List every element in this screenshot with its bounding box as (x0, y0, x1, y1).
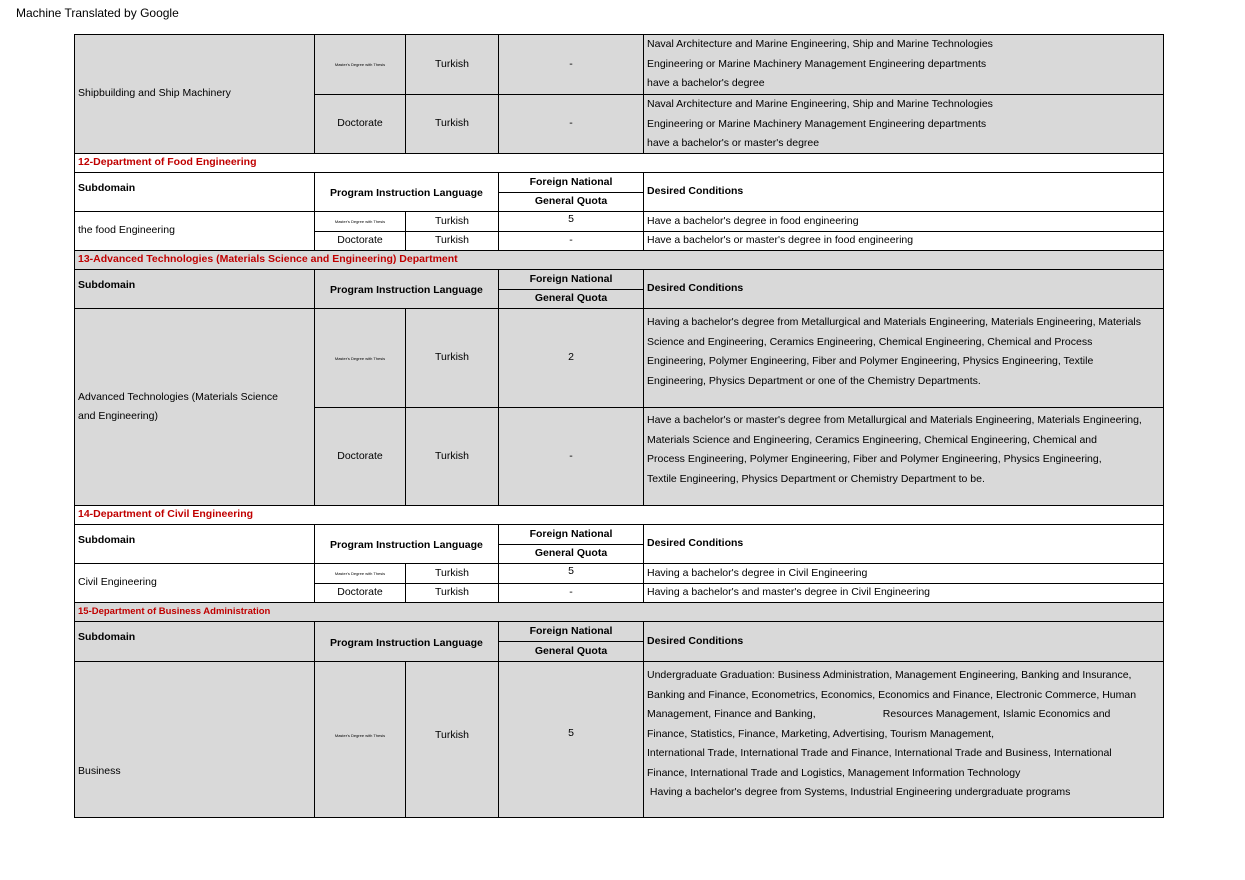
header-language: Program Instruction Language (314, 172, 499, 212)
program-masters-thesis: Master's Degree with Thesis (314, 563, 406, 584)
condition-line: Engineering, Physics Department or one of the Chemistry Departments. (647, 374, 981, 387)
language-cell: Turkish (405, 308, 499, 408)
quota-cell: 5 (498, 211, 644, 232)
condition-line: Engineering or Marine Machinery Management Engineering departments (647, 117, 987, 130)
header-language: Program Instruction Language (314, 269, 499, 309)
header-subdomain: Subdomain (74, 621, 315, 662)
header-quota: General Quota (498, 289, 644, 309)
program-masters-thesis: Master's Degree with Thesis (314, 308, 406, 408)
condition-line: Having a bachelor's degree from Systems, Industrial Engineering undergraduate programs (647, 786, 1071, 798)
quota-cell: - (498, 407, 644, 506)
header-conditions: Desired Conditions (643, 172, 1164, 212)
quota-cell: 2 (498, 308, 644, 408)
program-doctorate: Doctorate (314, 583, 406, 603)
program-doctorate: Doctorate (314, 407, 406, 506)
header-subdomain: Subdomain (74, 269, 315, 309)
section-title-business: 15-Department of Business Administration (74, 602, 1164, 622)
language-cell: Turkish (405, 34, 499, 95)
condition-line: have a bachelor's or master's degree (647, 137, 820, 149)
condition-line: Science and Engineering, Ceramics Engineering, Chemical Engineering, Chemical and Process (647, 335, 1093, 348)
language-cell: Turkish (405, 94, 499, 154)
header-quota: General Quota (498, 641, 644, 662)
conditions-cell: Having a bachelor's and master's degree in Civil Engineering (643, 583, 1164, 603)
conditions-cell: Have a bachelor's degree in food engineering (643, 211, 1164, 232)
condition-line: Having a bachelor's degree from Metallurgical and Materials Engineering, Materials Engineering, Materials (647, 316, 1142, 328)
conditions-cell (643, 407, 1164, 506)
program-masters-thesis: Master's Degree with Thesis (314, 211, 406, 232)
subdomain-civil: Civil Engineering (74, 563, 315, 603)
condition-line: Finance, International Trade and Logistics, Management Information Technology (647, 766, 1021, 779)
program-masters-thesis: Master's Degree with Thesis (314, 34, 406, 95)
condition-line: International Trade, International Trade and Finance, International Trade and Business, International (647, 747, 1112, 759)
condition-line: Have a bachelor's or master's degree from Metallurgical and Materials Engineering, Materials Engineering, (647, 414, 1142, 426)
quota-cell: - (498, 583, 644, 603)
conditions-cell: Having a bachelor's degree in Civil Engineering (643, 563, 1164, 584)
condition-line: have a bachelor's degree (647, 77, 765, 89)
header-language: Program Instruction Language (314, 524, 499, 564)
language-cell: Turkish (405, 407, 499, 506)
subdomain-business: Business (74, 661, 315, 818)
header-quota: General Quota (498, 544, 644, 564)
condition-line: Finance, Statistics, Finance, Marketing, Advertising, Tourism Management, (647, 727, 995, 740)
condition-line: Engineering, Polymer Engineering, Fiber and Polymer Engineering, Physics Engineering, Textile (647, 355, 1094, 367)
program-doctorate: Doctorate (314, 94, 406, 154)
conditions-cell (643, 661, 1164, 818)
header-conditions: Desired Conditions (643, 269, 1164, 309)
program-masters-thesis: Master's Degree with Thesis (314, 661, 406, 818)
header-conditions: Desired Conditions (643, 524, 1164, 564)
quota-cell: - (498, 231, 644, 251)
condition-line: Naval Architecture and Marine Engineering, Ship and Marine Technologies (647, 38, 993, 50)
language-cell: Turkish (405, 661, 499, 818)
header-subdomain: Subdomain (74, 172, 315, 212)
subdomain-shipbuilding: Shipbuilding and Ship Machinery (74, 34, 315, 154)
language-cell: Turkish (405, 583, 499, 603)
header-foreign: Foreign National (498, 524, 644, 545)
conditions-cell (643, 94, 1164, 154)
header-foreign: Foreign National (498, 621, 644, 642)
subdomain-food: the food Engineering (74, 211, 315, 251)
header-subdomain: Subdomain (74, 524, 315, 564)
condition-line: Naval Architecture and Marine Engineering, Ship and Marine Technologies (647, 98, 993, 110)
section-title-civil: 14-Department of Civil Engineering (74, 505, 1164, 525)
condition-line: Textile Engineering, Physics Department or Chemistry Department to be. (647, 472, 985, 485)
translation-banner: Machine Translated by Google (16, 6, 179, 20)
quota-cell: - (498, 34, 644, 95)
quota-cell: - (498, 94, 644, 154)
quota-cell: 5 (498, 563, 644, 584)
condition-line: Management, Finance and Banking, Resources Management, Islamic Economics and (647, 708, 1111, 720)
section-title-food: 12-Department of Food Engineering (74, 153, 1164, 173)
program-doctorate: Doctorate (314, 231, 406, 251)
conditions-cell: Have a bachelor's or master's degree in food engineering (643, 231, 1164, 251)
condition-line: Undergraduate Graduation: Business Administration, Management Engineering, Banking and Insurance, (647, 669, 1132, 681)
language-cell: Turkish (405, 211, 499, 232)
conditions-cell (643, 308, 1164, 408)
quota-cell: 5 (498, 661, 644, 818)
subdomain-advanced: Advanced Technologies (Materials Science and Engineering) (74, 308, 315, 506)
language-cell: Turkish (405, 563, 499, 584)
section-title-advanced: 13-Advanced Technologies (Materials Science and Engineering) Department (74, 250, 1164, 270)
header-language: Program Instruction Language (314, 621, 499, 662)
language-cell: Turkish (405, 231, 499, 251)
condition-line: Banking and Finance, Econometrics, Economics, Economics and Finance, Electronic Commerce, Human (647, 688, 1137, 701)
header-conditions: Desired Conditions (643, 621, 1164, 662)
condition-line: Materials Science and Engineering, Ceramics Engineering, Chemical Engineering, Chemical and (647, 433, 1097, 446)
header-quota: General Quota (498, 192, 644, 212)
header-foreign: Foreign National (498, 269, 644, 290)
conditions-cell (643, 34, 1164, 95)
condition-line: Process Engineering, Polymer Engineering, Fiber and Polymer Engineering, Physics Engineering, (647, 453, 1102, 465)
header-foreign: Foreign National (498, 172, 644, 193)
condition-line: Engineering or Marine Machinery Management Engineering departments (647, 57, 987, 70)
